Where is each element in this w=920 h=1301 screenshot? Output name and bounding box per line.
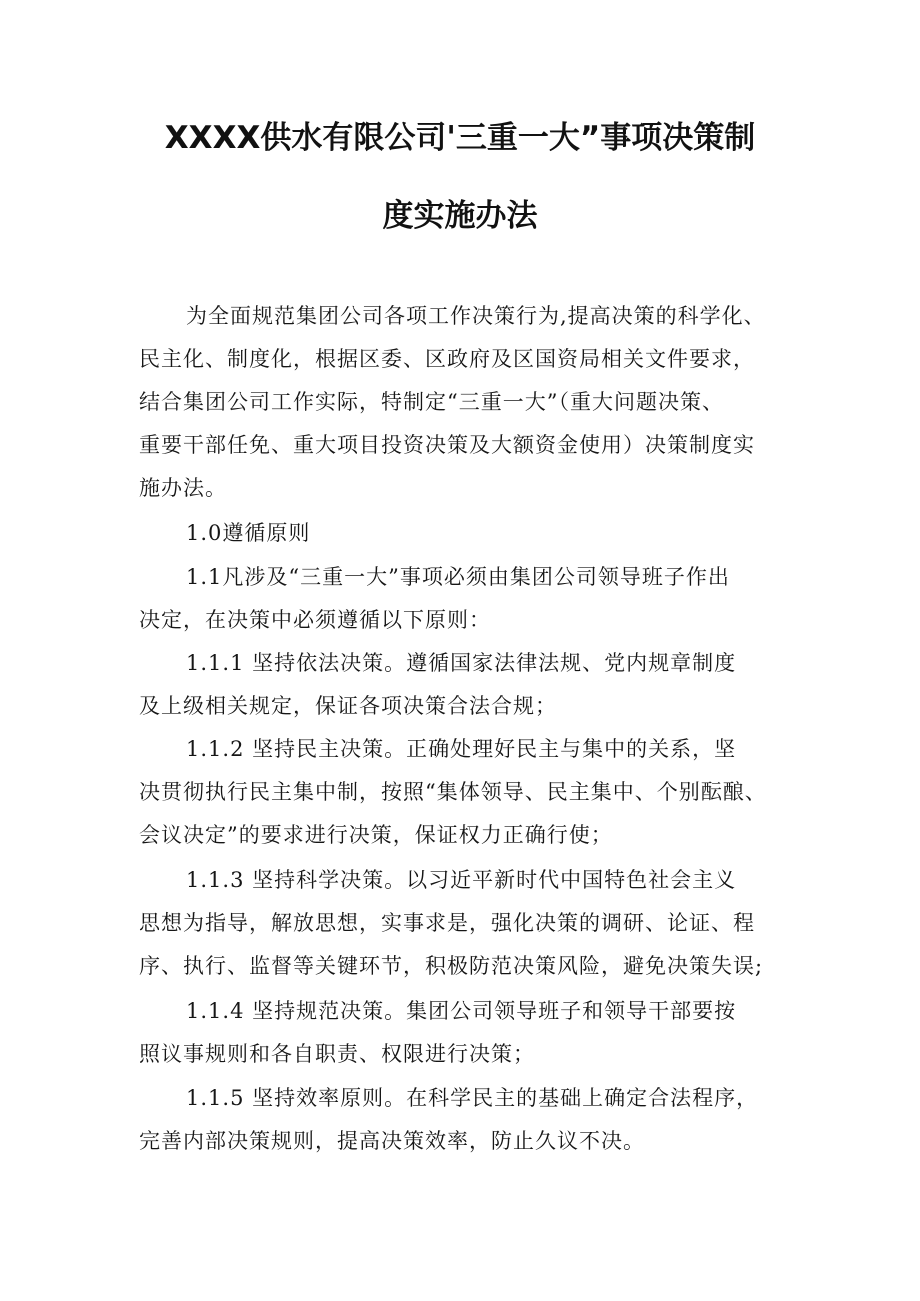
paragraph-line: 民主化、制度化，根据区委、区政府及区国资局相关文件要求， (139, 347, 755, 371)
paragraph-line: 1.1.2 坚持民主决策。正确处理好民主与集中的关系，坚 (186, 737, 737, 761)
paragraph-line: 结合集团公司工作实际，特制定“三重一大”（重大问题决策、 (139, 390, 724, 414)
paragraph-line: 照议事规则和各自职责、权限进行决策； (139, 1042, 535, 1066)
paragraph-line: 决贯彻执行民主集中制，按照“集体领导、民主集中、个别酝酿、 (139, 780, 767, 804)
document-title-line-2: 度实施办法 (382, 198, 538, 234)
paragraph-line: 1.1.5 坚持效率原则。在科学民主的基础上确定合法程序， (186, 1086, 759, 1110)
paragraph-line: 1.1凡涉及“三重一大”事项必须由集团公司领导班子作出 (186, 565, 730, 589)
paragraph-line: 施办法。 (139, 476, 227, 500)
paragraph-line: 会议决定”的要求进行决策，保证权力正确行使； (139, 823, 613, 847)
paragraph-line: 1.1.1 坚持依法决策。遵循国家法律法规、党内规章制度 (186, 651, 737, 675)
paragraph-line: 决定，在决策中必须遵循以下原则： (139, 608, 491, 632)
document-title-line-1: XXXX供水有限公司'三重一大”事项决策制 (164, 120, 756, 156)
paragraph-line: 1.1.4 坚持规范决策。集团公司领导班子和领导干部要按 (186, 999, 737, 1023)
paragraph-line: 及上级相关规定，保证各项决策合法合规； (139, 694, 557, 718)
section-heading: 1.0遵循原则 (186, 521, 311, 545)
paragraph-line: 1.1.3 坚持科学决策。以习近平新时代中国特色社会主义 (186, 868, 737, 892)
paragraph-line: 序、执行、监督等关键环节，积极防范决策风险，避免决策失误; (139, 954, 764, 978)
paragraph-line: 思想为指导，解放思想，实事求是，强化决策的调研、论证、程 (139, 911, 755, 935)
paragraph-line: 重要干部任免、重大项目投资决策及大额资金使用）决策制度实 (139, 433, 755, 457)
paragraph-line: 为全面规范集团公司各项工作决策行为,提高决策的科学化、 (186, 304, 766, 328)
paragraph-line: 完善内部决策规则，提高决策效率，防止久议不决。 (139, 1129, 645, 1153)
